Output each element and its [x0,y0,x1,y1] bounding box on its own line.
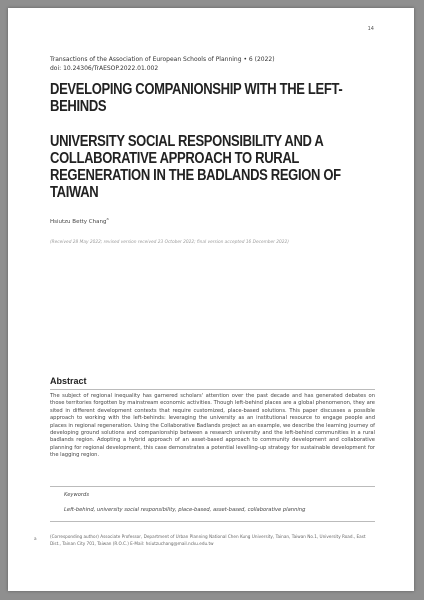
paper-subtitle: UNIVERSITY SOCIAL RESPONSIBILITY AND A COLLABORATIVE APPROACH TO RURAL REGENERATION IN THE BADLANDS REGION OF TAIWAN [50,133,341,201]
footnote-marker: a [34,536,37,541]
keywords-bottom-divider [50,521,375,522]
document-page [8,8,414,591]
keywords-list: Left-behind, university social responsibility, place-based, asset-based, collaborative planning [64,507,306,513]
author-footnote: (Corresponding author) Associate Professor, Department of Urban Planning National Chen Kung University, Tainan, Taiwan No.1, University Road., East Dist., Tainan City 701, Taiwan (R.O.C.) E-Mail: hsiutzuchang@mail.ncku.edu.tw [50,534,366,546]
keywords-top-divider [50,486,375,487]
journal-info [50,56,275,73]
paper-title: DEVELOPING COMPANIONSHIP WITH THE LEFT-BEHINDS [50,81,343,115]
received-dates: (Received 28 May 2022; revised version received 23 October 2022; final version accepted 16 December 2022) [50,240,289,245]
author-affiliation-mark: a [106,217,109,221]
author-line [50,217,109,225]
abstract-heading: Abstract [50,376,87,386]
abstract-text: The subject of regional inequality has garnered scholars' attention over the past decade and has generated debates on those territories forgotten by mainstream economic activities. Though left-behind places are a global phenomenon, they are sited in different development contexts that require customized, place-based solutions. This paper discusses a possible approach to working with the left-behinds: leveraging the university as an institutional resource to engage people and places in regional regeneration. Using the Collaborative Badlands project as an example, we describe the learning journey of developing ground solutions and companionship between a research university and the left-behind communities in a rural badlands region. Adopting a hybrid approach of an asset-based approach to community development and collaborative planning for regional development, this case demonstrates a potential levelling-up strategy for sustainable development for the lagging region. [50,393,375,459]
author-name: Hsiutzu Betty Chang [50,218,107,225]
abstract-divider [50,389,375,390]
page-number: 14 [367,26,374,32]
journal-doi[interactable]: doi: 10.24306/TrAESOP.2022.01.002 [50,64,159,72]
keywords-label: Keywords [64,492,90,498]
journal-citation: Transactions of the Association of European Schools of Planning • 6 (2022) [50,56,275,63]
